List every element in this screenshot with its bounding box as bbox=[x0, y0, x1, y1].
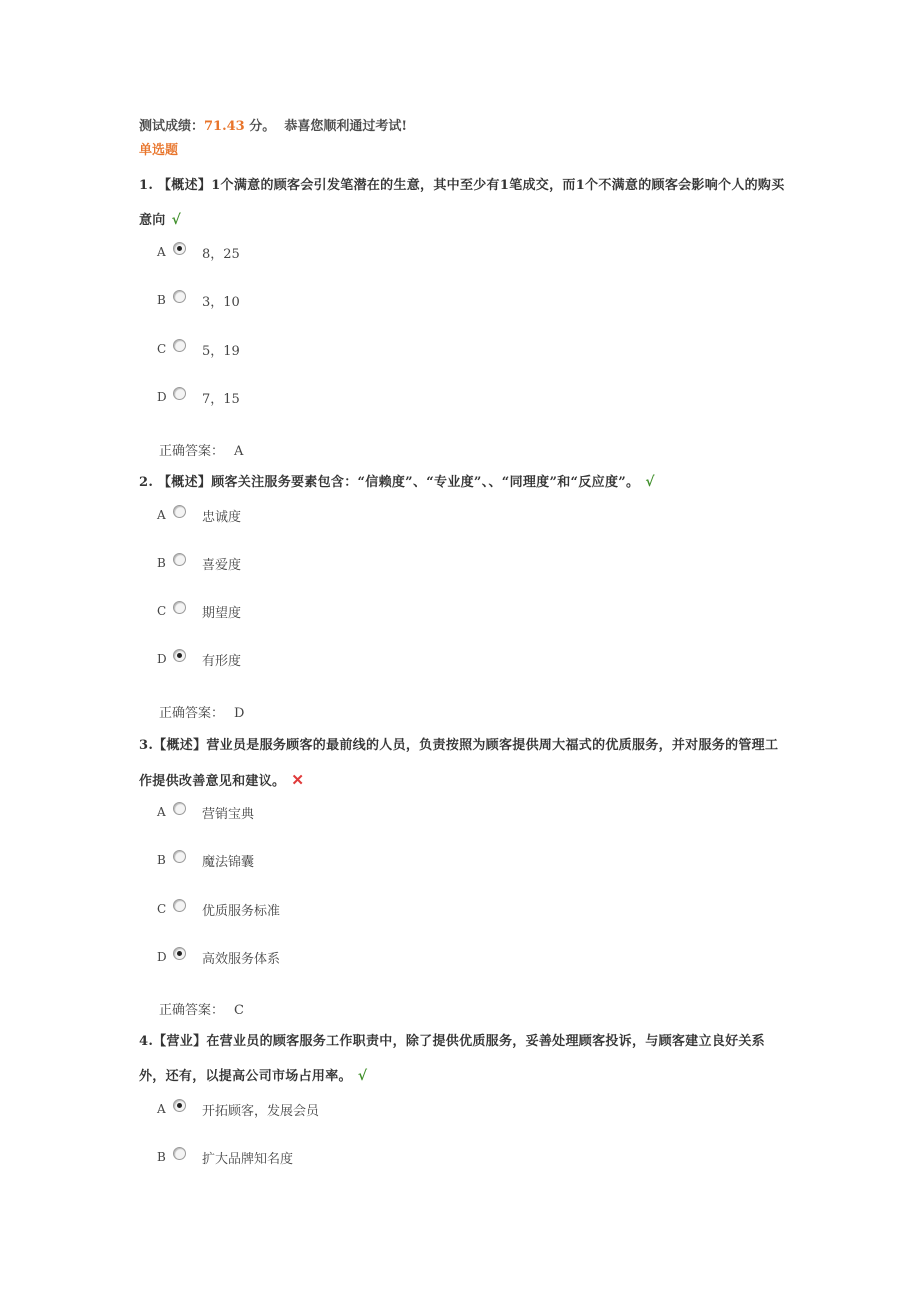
radio-button[interactable] bbox=[173, 553, 186, 566]
option-text: 开拓顾客，发展会员 bbox=[202, 1103, 320, 1119]
answer-value: C bbox=[234, 1003, 244, 1018]
q4-option-b[interactable] bbox=[157, 1147, 293, 1167]
option-letter: A bbox=[157, 1102, 166, 1116]
question-2-text bbox=[139, 465, 789, 500]
q2-correct-answer bbox=[159, 702, 244, 721]
option-text: 8，25 bbox=[202, 246, 240, 262]
correct-check-icon: √ bbox=[171, 212, 182, 228]
radio-button[interactable] bbox=[173, 290, 186, 303]
q3-option-b[interactable] bbox=[157, 850, 254, 870]
option-text: 魔法锦囊 bbox=[202, 854, 255, 870]
option-text: 期望度 bbox=[202, 605, 242, 621]
answer-value: D bbox=[234, 706, 245, 721]
correct-check-icon: √ bbox=[357, 1068, 368, 1084]
option-text: 有形度 bbox=[202, 653, 242, 669]
option-text: 3，10 bbox=[202, 294, 240, 310]
q1-correct-answer bbox=[159, 440, 243, 459]
option-text: 7，15 bbox=[202, 391, 240, 407]
option-letter: D bbox=[157, 950, 167, 964]
option-letter: C bbox=[157, 604, 167, 618]
option-text: 优质服务标准 bbox=[202, 903, 281, 919]
q1-option-c[interactable] bbox=[157, 339, 240, 359]
question-4-text bbox=[139, 1025, 789, 1094]
score-label: 测试成绩： bbox=[139, 119, 205, 134]
q1-option-a[interactable] bbox=[157, 242, 240, 262]
correct-check-icon: √ bbox=[645, 474, 655, 490]
option-letter: D bbox=[157, 390, 167, 404]
congrats-message: 恭喜您顺利通过考试! bbox=[284, 119, 408, 134]
q3-option-d[interactable] bbox=[157, 947, 280, 967]
radio-button-checked[interactable] bbox=[173, 649, 186, 662]
radio-button[interactable] bbox=[173, 339, 186, 352]
q2-option-d[interactable] bbox=[157, 649, 241, 669]
option-letter: B bbox=[157, 1150, 166, 1164]
question-3-stem: 3.【概述】营业员是服务顾客的最前线的人员，负责按照为顾客提供周大福式的优质服务，并对服务的管理工作提供改善意见和建议。 bbox=[139, 738, 779, 789]
radio-button[interactable] bbox=[173, 899, 186, 912]
option-letter: C bbox=[157, 342, 167, 356]
q3-option-c[interactable] bbox=[157, 899, 280, 919]
score-suffix: 分。 bbox=[249, 119, 276, 134]
question-3-text bbox=[139, 729, 789, 799]
radio-button-checked[interactable] bbox=[173, 947, 186, 960]
option-letter: C bbox=[157, 902, 167, 916]
radio-button-checked[interactable] bbox=[173, 1099, 186, 1112]
score-value: 71.43 bbox=[204, 119, 245, 134]
option-letter: B bbox=[157, 853, 166, 867]
option-text: 高效服务体系 bbox=[202, 951, 281, 967]
option-text: 5，19 bbox=[202, 343, 240, 359]
q3-correct-answer bbox=[159, 999, 244, 1018]
q2-option-a[interactable] bbox=[157, 505, 241, 525]
q2-option-b[interactable] bbox=[157, 553, 241, 573]
option-letter: B bbox=[157, 556, 166, 570]
q3-option-a[interactable] bbox=[157, 802, 254, 822]
wrong-cross-icon: ✕ bbox=[291, 771, 305, 789]
question-2-stem: 2. 【概述】顾客关注服务要素包含：“信赖度”、“专业度”、、“同理度”和“反应度”。 bbox=[139, 475, 640, 490]
answer-label: 正确答案： bbox=[159, 444, 225, 459]
option-letter: A bbox=[157, 805, 166, 819]
option-text: 扩大品牌知名度 bbox=[202, 1151, 294, 1167]
option-text: 忠诚度 bbox=[202, 509, 242, 525]
score-line bbox=[139, 115, 407, 134]
section-title: 单选题 bbox=[139, 143, 179, 158]
radio-button[interactable] bbox=[173, 505, 186, 518]
option-text: 营销宝典 bbox=[202, 806, 255, 822]
question-1-stem: 1. 【概述】1个满意的顾客会引发笔潜在的生意，其中至少有1笔成交，而1个不满意的顾客会影响个人的购买意向 bbox=[139, 178, 785, 228]
q1-option-d[interactable] bbox=[157, 387, 240, 407]
option-letter: B bbox=[157, 293, 166, 307]
option-letter: A bbox=[157, 508, 166, 522]
radio-button[interactable] bbox=[173, 601, 186, 614]
answer-label: 正确答案： bbox=[159, 706, 225, 721]
q2-option-c[interactable] bbox=[157, 601, 241, 621]
question-1-text bbox=[139, 169, 789, 238]
radio-button[interactable] bbox=[173, 387, 186, 400]
option-letter: A bbox=[157, 245, 166, 259]
question-4-stem: 4.【营业】在营业员的顾客服务工作职责中，除了提供优质服务，妥善处理顾客投诉，与顾客建立良好关系外，还有，以提高公司市场占用率。 bbox=[139, 1034, 765, 1084]
q1-option-b[interactable] bbox=[157, 290, 240, 310]
option-text: 喜爱度 bbox=[202, 557, 242, 573]
answer-value: A bbox=[234, 444, 244, 459]
q4-option-a[interactable] bbox=[157, 1099, 319, 1119]
radio-button-checked[interactable] bbox=[173, 242, 186, 255]
option-letter: D bbox=[157, 652, 167, 666]
radio-button[interactable] bbox=[173, 1147, 186, 1160]
radio-button[interactable] bbox=[173, 850, 186, 863]
answer-label: 正确答案： bbox=[159, 1003, 225, 1018]
radio-button[interactable] bbox=[173, 802, 186, 815]
